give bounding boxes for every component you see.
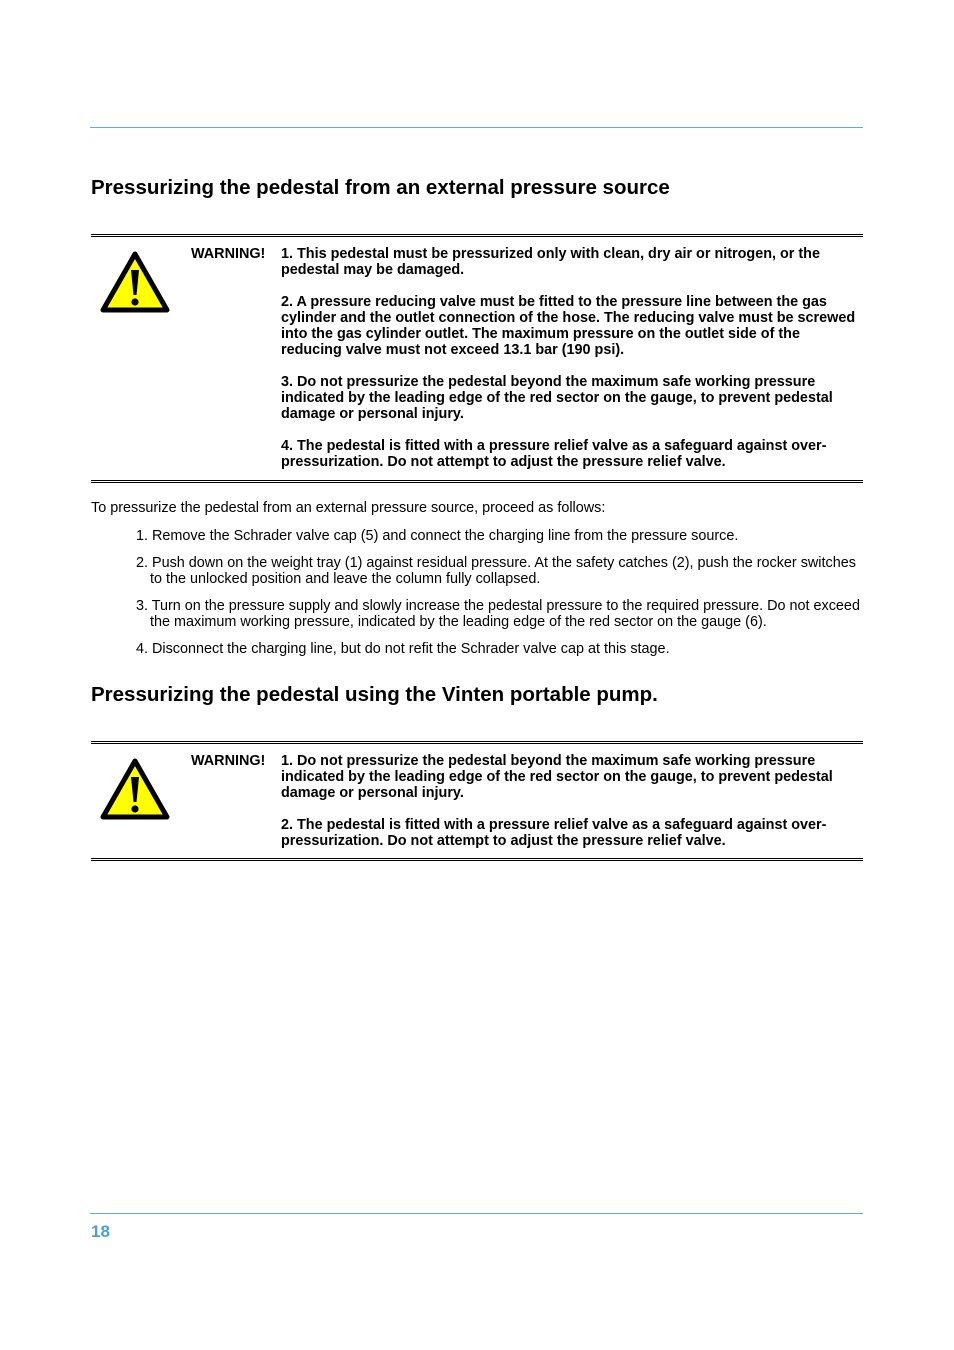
- procedure-step: 4. Disconnect the charging line, but do not refit the Schrader valve cap at this stage.: [136, 641, 670, 657]
- warning-item: 1. This pedestal must be pressurized only with clean, dry air or nitrogen, or the pedestal may be damaged.: [281, 246, 820, 278]
- warning-box-external-source: [91, 234, 863, 483]
- warning-item: 2. A pressure reducing valve must be fitted to the pressure line between the gas cylinder and the outlet connection of the hose. The reducing valve must be screwed into the gas cylinder outlet. The maximum pressure on the outlet side of the reducing valve must not exceed 13.1 bar (190 psi).: [281, 294, 856, 358]
- warning-item: 3. Do not pressurize the pedestal beyond the maximum safe working pressure indicated by the leading edge of the red sector on the gauge, to prevent pedestal damage or personal injury.: [281, 374, 833, 422]
- footer-rule: [90, 1213, 863, 1214]
- page-number: 18: [91, 1222, 110, 1241]
- procedure-step: 1. Remove the Schrader valve cap (5) and connect the charging line from the pressure source.: [136, 528, 739, 544]
- procedure-steps: [136, 528, 864, 668]
- warning-item: 1. Do not pressurize the pedestal beyond the maximum safe working pressure indicated by the leading edge of the red sector on the gauge, to prevent pedestal damage or personal injury.: [281, 753, 833, 801]
- procedure-intro: To pressurize the pedestal from an external pressure source, proceed as follows:: [91, 500, 606, 516]
- section-heading-external-source: Pressurizing the pedestal from an external pressure source: [91, 176, 670, 199]
- warning-label: WARNING!: [191, 753, 266, 769]
- warning-label: WARNING!: [191, 246, 266, 262]
- procedure-step: 3. Turn on the pressure supply and slowly increase the pedestal pressure to the required pressure. Do not exceed the maximum working pressure, indicated by the leading edge of the red sector on the gauge (6).: [136, 598, 860, 630]
- section-heading-portable-pump: Pressurizing the pedestal using the Vinten portable pump.: [91, 683, 658, 706]
- warning-triangle-icon: [100, 251, 170, 313]
- warning-item: 2. The pedestal is fitted with a pressure relief valve as a safeguard against over-pressurization. Do not attempt to adjust the pressure relief valve.: [281, 817, 827, 849]
- warning-list: [281, 753, 856, 849]
- warning-item: 4. The pedestal is fitted with a pressure relief valve as a safeguard against over-pressurization. Do not attempt to adjust the pressure relief valve.: [281, 438, 827, 470]
- procedure-step: 2. Push down on the weight tray (1) against residual pressure. At the safety catches (2), push the rocker switches to the unlocked position and leave the column fully collapsed.: [136, 555, 856, 587]
- warning-box-portable-pump: [91, 741, 863, 861]
- warning-list: [281, 246, 856, 470]
- header-rule: [90, 127, 863, 128]
- warning-triangle-icon: [100, 758, 170, 820]
